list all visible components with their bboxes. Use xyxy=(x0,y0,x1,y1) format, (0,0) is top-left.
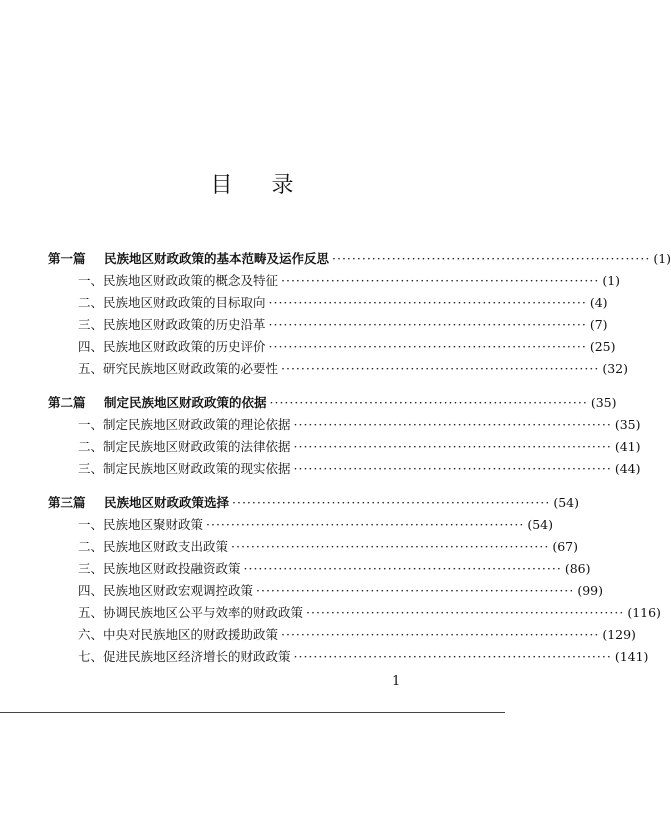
leader-dots: ································································ xyxy=(332,251,651,266)
page-ref: (7) xyxy=(589,317,608,332)
leader-dots: ································································ xyxy=(306,605,625,620)
section-title: 制定民族地区财政政策的依据 xyxy=(104,395,267,410)
page-ref: (44) xyxy=(614,461,641,476)
toc-item[interactable] xyxy=(48,358,628,380)
item-label: 一、民族地区财政政策的概念及特征 xyxy=(78,273,279,288)
toc-item[interactable] xyxy=(48,602,661,624)
item-label: 五、研究民族地区财政政策的必要性 xyxy=(78,361,279,376)
leader-dots: ································································ xyxy=(269,395,588,410)
item-label: 二、民族地区财政政策的目标取向 xyxy=(78,295,266,310)
item-label: 四、民族地区财政政策的历史评价 xyxy=(78,339,266,354)
page-ref: (141) xyxy=(614,649,649,664)
page-ref: (35) xyxy=(614,417,641,432)
leader-dots: ································································ xyxy=(206,517,525,532)
leader-dots: ································································ xyxy=(268,339,587,354)
page-ref: (1) xyxy=(602,273,621,288)
toc-item[interactable] xyxy=(48,624,636,646)
toc-title-left: 目 xyxy=(210,173,234,198)
toc-item[interactable] xyxy=(48,414,641,436)
leader-dots: ································································ xyxy=(256,583,575,598)
page-ref: (4) xyxy=(589,295,608,310)
toc-section-1[interactable] xyxy=(48,248,671,270)
leader-dots: ································································ xyxy=(293,649,612,664)
toc-title xyxy=(0,168,505,199)
toc-item[interactable] xyxy=(48,270,621,292)
toc-item[interactable] xyxy=(48,536,578,558)
toc-item[interactable] xyxy=(48,336,616,358)
page-number: 1 xyxy=(392,674,401,689)
page-ref: (35) xyxy=(590,395,617,410)
item-label: 一、制定民族地区财政政策的理论依据 xyxy=(78,417,291,432)
leader-dots: ································································ xyxy=(281,627,600,642)
item-label: 三、民族地区财政政策的历史沿革 xyxy=(78,317,266,332)
toc-section-3[interactable] xyxy=(48,492,579,514)
leader-dots: ································································ xyxy=(268,317,587,332)
page-ref: (25) xyxy=(589,339,616,354)
item-label: 四、民族地区财政宏观调控政策 xyxy=(78,583,254,598)
item-label: 二、制定民族地区财政政策的法律依据 xyxy=(78,439,291,454)
leader-dots: ································································ xyxy=(293,461,612,476)
leader-dots: ································································ xyxy=(243,561,562,576)
toc-item[interactable] xyxy=(48,436,641,458)
item-label: 七、促进民族地区经济增长的财政政策 xyxy=(78,649,291,664)
page-ref: (54) xyxy=(553,495,579,510)
leader-dots: ································································ xyxy=(281,273,600,288)
page-ref: (67) xyxy=(552,539,578,554)
leader-dots: ································································ xyxy=(293,417,612,432)
page-ref: (1) xyxy=(653,251,671,266)
leader-dots: ································································ xyxy=(293,439,612,454)
toc-item[interactable] xyxy=(48,646,649,668)
section-title: 民族地区财政政策的基本范畴及运作反思 xyxy=(104,251,330,266)
toc-item[interactable] xyxy=(48,458,641,480)
item-label: 一、民族地区聚财政策 xyxy=(78,517,204,532)
toc-item[interactable] xyxy=(48,314,608,336)
section-title: 民族地区财政政策选择 xyxy=(104,495,230,510)
toc-item[interactable] xyxy=(48,514,553,536)
page-ref: (41) xyxy=(614,439,641,454)
page-ref: (116) xyxy=(627,605,661,620)
section-number: 第三篇 xyxy=(48,495,86,510)
item-label: 三、制定民族地区财政政策的现实依据 xyxy=(78,461,291,476)
toc-section-2[interactable] xyxy=(48,392,617,414)
item-label: 三、民族地区财政投融资政策 xyxy=(78,561,241,576)
item-label: 二、民族地区财政支出政策 xyxy=(78,539,229,554)
toc-item[interactable] xyxy=(48,580,603,602)
section-number: 第一篇 xyxy=(48,251,86,266)
toc-item[interactable] xyxy=(48,292,608,314)
page-ref: (86) xyxy=(564,561,591,576)
page-ref: (99) xyxy=(577,583,603,598)
leader-dots: ································································ xyxy=(232,495,551,510)
section-number: 第二篇 xyxy=(48,395,86,410)
page-ref: (54) xyxy=(527,517,553,532)
leader-dots: ································································ xyxy=(268,295,587,310)
page-ref: (129) xyxy=(602,627,636,642)
item-label: 五、协调民族地区公平与效率的财政政策 xyxy=(78,605,304,620)
toc-title-right: 录 xyxy=(271,173,295,198)
page-ref: (32) xyxy=(602,361,628,376)
toc-item[interactable] xyxy=(48,558,591,580)
page-edge-line xyxy=(0,712,505,713)
item-label: 六、中央对民族地区的财政援助政策 xyxy=(78,627,279,642)
leader-dots: ································································ xyxy=(281,361,600,376)
leader-dots: ································································ xyxy=(231,539,550,554)
